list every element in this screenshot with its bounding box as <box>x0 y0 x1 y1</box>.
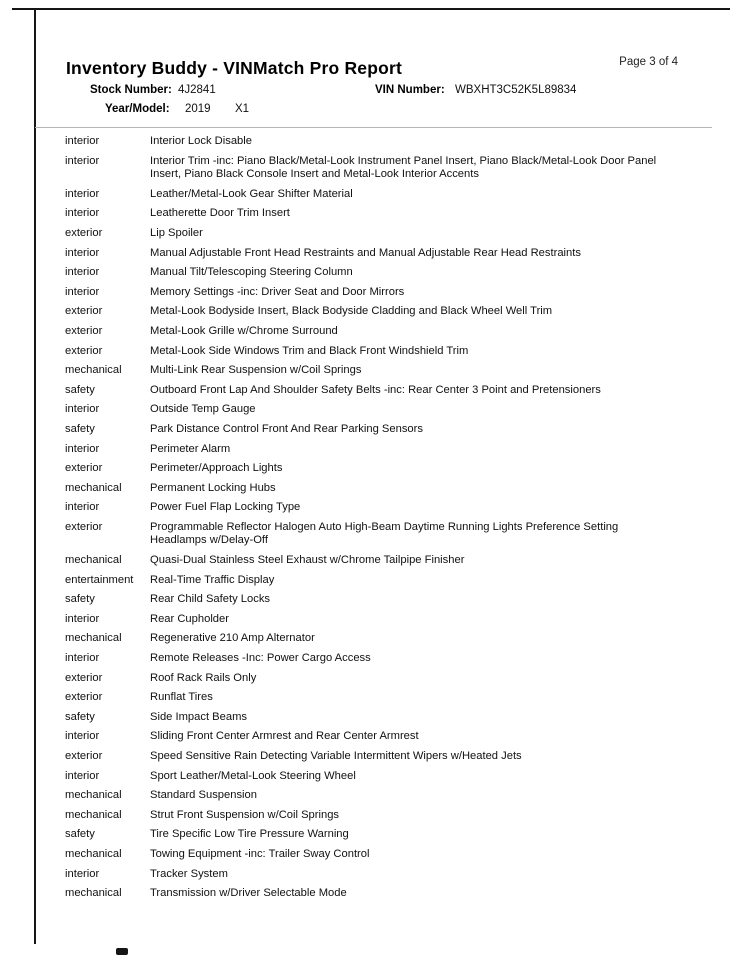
feature-description: Rear Child Safety Locks <box>150 593 271 606</box>
feature-description: Lip Spoiler <box>150 226 203 239</box>
feature-category: interior <box>65 246 100 259</box>
feature-description: Tracker System <box>150 867 228 880</box>
table-row <box>65 868 670 882</box>
feature-category: safety <box>65 828 95 841</box>
year-model-label: Year/Model: <box>105 103 170 115</box>
feature-category: mechanical <box>65 789 122 802</box>
feature-description: Sliding Front Center Armrest and Rear Center Armrest <box>150 730 419 743</box>
feature-description: Runflat Tires <box>150 691 213 704</box>
feature-description: Interior Lock Disable <box>150 135 252 147</box>
table-row <box>65 672 670 686</box>
table-row <box>65 155 670 182</box>
feature-category: exterior <box>65 462 103 475</box>
table-row <box>65 750 670 764</box>
scan-artifact-bottom-mark <box>116 948 128 955</box>
table-row <box>65 482 670 496</box>
table-row <box>65 403 670 417</box>
feature-description: Metal-Look Side Windows Trim and Black Front Windshield Trim <box>150 344 469 357</box>
feature-description: Perimeter Alarm <box>150 442 231 455</box>
table-row <box>65 613 670 627</box>
feature-category: mechanical <box>65 887 122 900</box>
table-row <box>65 247 670 261</box>
model-value: X1 <box>235 103 250 115</box>
feature-description: Strut Front Suspension w/Coil Springs <box>150 808 340 821</box>
feature-description: Side Impact Beams <box>150 710 248 723</box>
feature-category: interior <box>65 730 100 743</box>
table-row <box>65 828 670 842</box>
feature-category: exterior <box>65 520 103 533</box>
feature-description: Interior Trim -inc: Piano Black/Metal-Look Instrument Panel Insert, Piano Black/Metal-Look Door Panel Insert, Piano Black Console Insert and Metal-Look Interior Accents <box>150 154 657 181</box>
table-row <box>65 227 670 241</box>
feature-category: exterior <box>65 671 103 684</box>
features-table <box>65 135 670 901</box>
feature-description: Transmission w/Driver Selectable Mode <box>150 887 347 900</box>
feature-category: mechanical <box>65 481 122 494</box>
table-row <box>65 574 670 588</box>
table-row <box>65 266 670 280</box>
feature-category: interior <box>65 187 100 200</box>
table-row <box>65 521 670 548</box>
feature-category: interior <box>65 266 100 279</box>
feature-category: interior <box>65 285 100 298</box>
feature-description: Standard Suspension <box>150 789 257 802</box>
feature-category: exterior <box>65 324 103 337</box>
table-row <box>65 384 670 398</box>
feature-description: Leatherette Door Trim Insert <box>150 207 290 220</box>
table-row <box>65 462 670 476</box>
table-row <box>65 887 670 901</box>
feature-category: interior <box>65 403 100 416</box>
table-row <box>65 286 670 300</box>
table-row <box>65 730 670 744</box>
feature-description: Towing Equipment -inc: Trailer Sway Control <box>150 847 370 860</box>
feature-description: Permanent Locking Hubs <box>150 481 276 494</box>
table-row <box>65 770 670 784</box>
feature-description: Manual Adjustable Front Head Restraints and Manual Adjustable Rear Head Restraints <box>150 246 581 259</box>
table-row <box>65 443 670 457</box>
feature-description: Remote Releases -Inc: Power Cargo Access <box>150 652 371 665</box>
vin-number-value: WBXHT3C52K5L89834 <box>455 84 577 96</box>
feature-description: Metal-Look Grille w/Chrome Surround <box>150 324 338 337</box>
stock-number-label: Stock Number: <box>90 84 172 96</box>
feature-category: safety <box>65 422 95 435</box>
page-title: Inventory Buddy - VINMatch Pro Report <box>66 58 403 78</box>
feature-description: Quasi-Dual Stainless Steel Exhaust w/Chrome Tailpipe Finisher <box>150 554 465 567</box>
feature-category: entertainment <box>65 573 134 586</box>
feature-description: Power Fuel Flap Locking Type <box>150 501 301 514</box>
table-row <box>65 188 670 202</box>
feature-description: Memory Settings -inc: Driver Seat and Door Mirrors <box>150 285 405 298</box>
table-row <box>65 135 670 149</box>
feature-description: Tire Specific Low Tire Pressure Warning <box>150 828 349 841</box>
feature-category: exterior <box>65 691 103 704</box>
stock-number-value: 4J2841 <box>178 84 216 96</box>
feature-description: Outside Temp Gauge <box>150 403 256 416</box>
feature-category: mechanical <box>65 632 122 645</box>
table-row <box>65 325 670 339</box>
feature-description: Rear Cupholder <box>150 612 229 625</box>
page-number: Page 3 of 4 <box>619 56 678 68</box>
feature-description: Perimeter/Approach Lights <box>150 462 283 475</box>
table-row <box>65 364 670 378</box>
feature-category: exterior <box>65 750 103 762</box>
table-row <box>65 423 670 437</box>
feature-description: Sport Leather/Metal-Look Steering Wheel <box>150 769 356 782</box>
year-model-line <box>66 103 712 122</box>
table-row <box>65 632 670 646</box>
feature-category: interior <box>65 442 100 455</box>
table-row <box>65 809 670 823</box>
table-row <box>65 501 670 515</box>
year-value: 2019 <box>185 103 211 115</box>
feature-description: Outboard Front Lap And Shoulder Safety Belts -inc: Rear Center 3 Point and Pretensioners <box>150 383 601 396</box>
feature-category: interior <box>65 207 100 220</box>
feature-category: interior <box>65 867 100 880</box>
feature-description: Real-Time Traffic Display <box>150 573 275 586</box>
feature-category: mechanical <box>65 364 122 377</box>
feature-description: Multi-Link Rear Suspension w/Coil Springs <box>150 364 362 377</box>
table-row <box>65 305 670 319</box>
feature-category: mechanical <box>65 847 122 860</box>
feature-description: Manual Tilt/Telescoping Steering Column <box>150 266 353 279</box>
feature-category: safety <box>65 710 95 723</box>
feature-description: Programmable Reflector Halogen Auto High-Beam Daytime Running Lights Preference Setting Headlamps w/Delay-Off <box>150 520 619 547</box>
table-row <box>65 207 670 221</box>
feature-category: exterior <box>65 344 103 357</box>
feature-category: interior <box>65 769 100 782</box>
feature-category: safety <box>65 383 95 396</box>
feature-category: exterior <box>65 305 103 318</box>
feature-category: interior <box>65 652 100 665</box>
feature-category: interior <box>65 135 100 147</box>
feature-category: exterior <box>65 226 103 239</box>
table-row <box>65 691 670 705</box>
table-row <box>65 711 670 725</box>
stock-vin-line <box>66 84 712 103</box>
feature-category: mechanical <box>65 808 122 821</box>
table-row <box>65 593 670 607</box>
feature-description: Leather/Metal-Look Gear Shifter Material <box>150 187 353 200</box>
feature-category: interior <box>65 612 100 625</box>
feature-description: Park Distance Control Front And Rear Parking Sensors <box>150 422 423 435</box>
table-row <box>65 789 670 803</box>
feature-description: Metal-Look Bodyside Insert, Black Bodyside Cladding and Black Wheel Well Trim <box>150 305 553 318</box>
table-row <box>65 554 670 568</box>
feature-category: interior <box>65 501 100 514</box>
feature-description: Roof Rack Rails Only <box>150 671 257 684</box>
feature-category: mechanical <box>65 554 122 567</box>
table-row <box>65 345 670 359</box>
feature-category: safety <box>65 593 95 606</box>
feature-category: interior <box>65 154 100 167</box>
table-row <box>65 652 670 666</box>
vin-number-label: VIN Number: <box>375 84 445 96</box>
feature-description: Regenerative 210 Amp Alternator <box>150 632 315 645</box>
table-row <box>65 848 670 862</box>
report-header <box>66 58 712 79</box>
feature-description: Speed Sensitive Rain Detecting Variable Intermittent Wipers w/Heated Jets <box>150 750 522 762</box>
